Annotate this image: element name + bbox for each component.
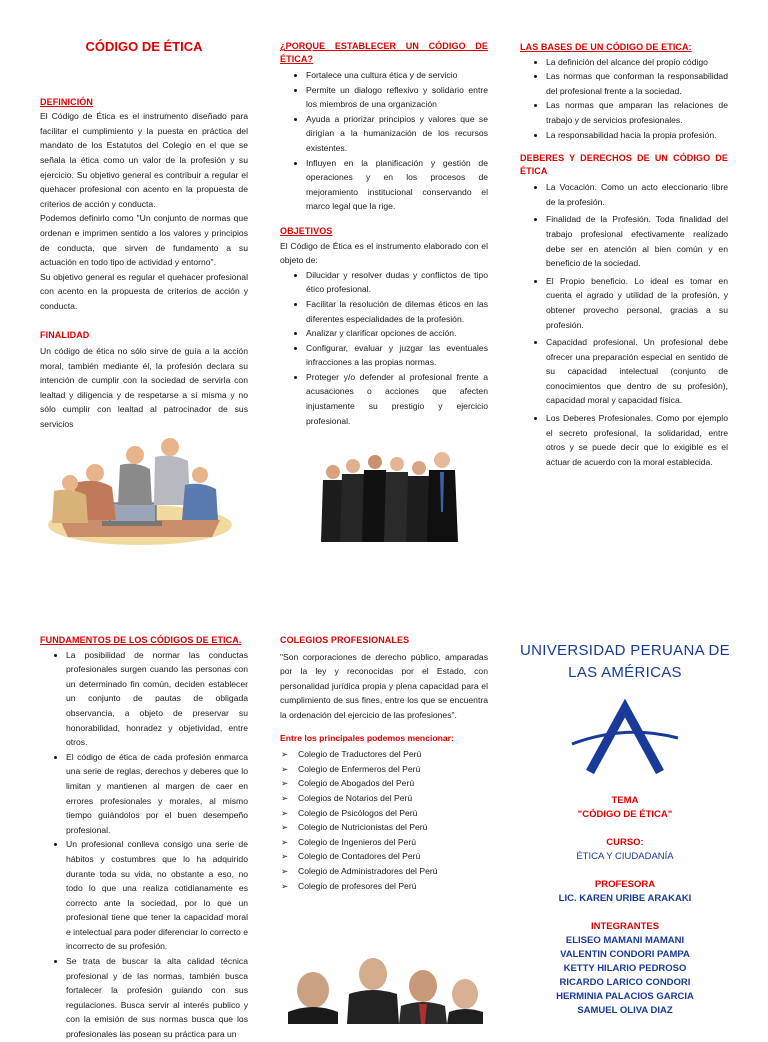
list-item: • Los Deberes Profesionales. Como por ejemplo el secreto profesional, la solidaridad, entre otros y se puede decir que lo exigible es el actuar de acuerdo con la moral establecida. xyxy=(546,411,728,469)
list-item: ➢ Colegio de Contadores del Perú xyxy=(298,849,488,864)
definicion-paragraph-1: El Código de Ética es el instrumento diseñado para facilitar el cumplimiento y la puesta en práctica del mandato de los Estatutos del Colegio en el que se señala la ética como un valor de la profesión y su ejercicio. Su objetivo general es contribuir a regular el quehacer profesional con acento en la propuesta de criterios de acción y conducta. xyxy=(40,111,248,209)
integrante-name: RICARDO LARICO CONDORI xyxy=(559,977,691,988)
list-item: ➢ Colegio de Psicólogos del Perú xyxy=(298,806,488,821)
column-colegios xyxy=(280,633,488,893)
list-item: • La posibilidad de normar las conductas profesionales surgen cuando las personas con un determinado fin común, deciden establecer un conjunto de pautas de obligada observancia, a objeto de preservar su honorabilidad, honradez y objetividad, entre otros. xyxy=(66,648,248,750)
colegios-heading: COLEGIOS PROFESIONALES xyxy=(280,635,410,645)
list-item: • Finalidad de la Profesión. Toda finalidad del trabajo profesional efectivamente realizado debe ser en atención al bien común y en beneficio de la sociedad. xyxy=(546,212,728,270)
objetivos-list xyxy=(280,268,488,429)
list-item: • El Propio beneficio. Lo ideal es tomar en cuenta el agrado y utilidad de la profesión, y obtener provecho personal, gracias a su profesión. xyxy=(546,274,728,332)
list-item: • La responsabilidad hacia la propia profesión. xyxy=(546,128,728,143)
deberes-heading: DEBERES Y DERECHOS DE UN CÓDIGO DE ÉTICA xyxy=(520,153,728,177)
fundamentos-heading: FUNDAMENTOS DE LOS CÓDIGOS DE ETICA. xyxy=(40,635,242,645)
page-title: CÓDIGO DE ÉTICA xyxy=(85,39,203,54)
definicion-paragraph-2: Podemos definirlo como "Un conjunto de normas que ordenan e imprimen sentido a los valores y principios de conducta, que sirven de fundamento a su actuación en todo tipo de actividad y entorno". xyxy=(40,213,248,268)
list-item: ➢ Colegios de Notarios del Perú xyxy=(298,791,488,806)
list-item: • Fortalece una cultura ética y de servicio xyxy=(306,68,488,83)
integrante-name: VALENTIN CONDORI PAMPA xyxy=(560,949,690,960)
colegios-list xyxy=(280,747,488,893)
list-item: • Las normas que conforman la responsabilidad del profesional frente a la sociedad. xyxy=(546,69,728,98)
integrantes-label: INTEGRANTES xyxy=(590,921,660,932)
deberes-list xyxy=(520,180,728,469)
integrante-name: SAMUEL OLIVA DIAZ xyxy=(577,1005,673,1016)
definicion-heading: DEFINICIÓN xyxy=(40,96,94,107)
executives-photo xyxy=(283,940,483,1024)
business-team-photo xyxy=(315,442,465,542)
list-item: • Analizar y clarificar opciones de acción. xyxy=(306,326,488,341)
list-item: ➢ Colegio de Administradores del Perú xyxy=(298,864,488,879)
list-item: • Configurar, evaluar y juzgar las eventuales infracciones a las propias normas. xyxy=(306,341,488,370)
porque-heading: ¿PORQUE ESTABLECER UN CÓDIGO DE ÉTICA? xyxy=(280,41,488,64)
bases-heading: LAS BASES DE UN CÓDIGO DE ETICA: xyxy=(520,42,692,52)
university-logo xyxy=(570,698,680,776)
list-item: • Permite un dialogo reflexivo y solidario entre los miembros de una organización xyxy=(306,83,488,112)
list-item: • Las normas que amparan las relaciones de trabajo y de servicios profesionales. xyxy=(546,98,728,127)
colegios-quote: "Son corporaciones de derecho público, amparadas por la ley y reconocidas por el Estado, con personalidad jurídica propia y plena capacidad para el cumplimiento de sus fines, entre los que se encuentra la ordenación del ejercicio de las profesiones". xyxy=(280,651,488,720)
list-item: • Un profesional conlleva consigo una serie de hábitos y costumbres que lo ha adquirido durante toda su vida, no obstante a eso, no todo lo que una realiza cotidianamente es correcto ante la sociedad, por lo que un profesional tiene que tener la capacidad moral e intelectual para poder diferenciar lo correcto e incorrecto de su profesión. xyxy=(66,837,248,954)
list-item: • Ayuda a priorizar principios y valores que se dirigían a la humanización de los recursos existentes. xyxy=(306,112,488,156)
fundamentos-list xyxy=(40,648,248,1042)
porque-list xyxy=(280,68,488,214)
curso-label: CURSO: xyxy=(606,837,644,848)
cover-panel xyxy=(510,640,740,1018)
list-item: • Influyen en la planificación y gestión de operaciones y en los procesos de mejoramiento institucional conservando el marco legal que la rige. xyxy=(306,156,488,214)
list-item: ➢ Colegio de Abogados del Perú xyxy=(298,776,488,791)
list-item: • La Vocación. Como un acto eleccionario libre de la profesión. xyxy=(546,180,728,209)
bases-list xyxy=(520,55,728,143)
tema-value: "CÓDIGO DE ÉTICA" xyxy=(577,809,673,820)
column-bases xyxy=(520,40,728,469)
objetivos-heading: OBJETIVOS xyxy=(280,225,333,236)
list-item: • La definición del alcance del propio código xyxy=(546,55,728,70)
list-item: • Dilucidar y resolver dudas y conflictos de tipo ético profesional. xyxy=(306,268,488,297)
profesora-label: PROFESORA xyxy=(594,879,656,890)
objetivos-intro: El Código de Ética es el instrumento elaborado con el objeto de: xyxy=(280,240,488,266)
colegios-subheading: Entre los principales podemos mencionar: xyxy=(280,732,454,743)
integrante-name: KETTY HILARIO PEDROSO xyxy=(563,963,687,974)
column-fundamentos xyxy=(40,633,248,1042)
list-item: • Se trata de buscar la alta calidad técnica profesional y de las normas, también busca fortalecer la profesión guiando con sus regulaciones. Busca servir al interés publico y con la emisión de sus normas busca que los profesionales las posean su práctica para un xyxy=(66,954,248,1042)
integrante-name: HERMINIA PALACIOS GARCIA xyxy=(556,991,694,1002)
column-definicion xyxy=(40,40,248,432)
university-name: UNIVERSIDAD PERUANA DE LAS AMÉRICAS xyxy=(520,642,730,681)
finalidad-heading: FINALIDAD xyxy=(40,329,90,340)
curso-value: ÉTICA Y CIUDADANÍA xyxy=(576,851,674,862)
list-item: • Facilitar la resolución de dilemas éticos en las diferentes especialidades de la profesión. xyxy=(306,297,488,326)
profesora-value: LIC. KAREN URIBE ARAKAKI xyxy=(558,893,692,904)
office-meeting-illustration xyxy=(40,425,240,550)
list-item: ➢ Colegio de Traductores del Perú xyxy=(298,747,488,762)
list-item: ➢ Colegio de Enfermeros del Perú xyxy=(298,762,488,777)
list-item: ➢ Colegio de profesores del Perú xyxy=(298,879,488,894)
list-item: ➢ Colegio de Ingenieros del Perú xyxy=(298,835,488,850)
tema-label: TEMA xyxy=(611,795,639,806)
list-item: • Capacidad profesional. Un profesional debe ofrecer una preparación especial en sentido de su capacidad intelectual (conjunto de conocimientos que dentro de su profesión), capacidad moral y capacidad física. xyxy=(546,335,728,408)
integrante-name: ELISEO MAMANI MAMANI xyxy=(565,935,685,946)
list-item: ➢ Colegio de Nutricionistas del Perú xyxy=(298,820,488,835)
list-item: • Proteger y/o defender al profesional frente a acusaciones o acciones que afecten injustamente su prestigio y ejercicio profesional. xyxy=(306,370,488,428)
list-item: • El código de ética de cada profesión enmarca una serie de reglas, derechos y deberes que lo limitan y mantienen al margen de caer en errores profesionales y morales, al mismo tiempo guiándolos por el buen desempeño profesional. xyxy=(66,750,248,838)
finalidad-paragraph: Un código de ética no sólo sirve de guía a la acción moral, también mediante él, la profesión declara su intención de cumplir con la sociedad de servirla con lealtad y diligencia y de respetarse a sí misma y no sólo cumplir con lealtad al patrocinador de sus servicios xyxy=(40,346,248,430)
column-porque xyxy=(280,40,488,428)
definicion-paragraph-3: Su objetivo general es regular el quehacer profesional con acento en la propuesta de criterios de acción y conducta. xyxy=(40,271,248,311)
